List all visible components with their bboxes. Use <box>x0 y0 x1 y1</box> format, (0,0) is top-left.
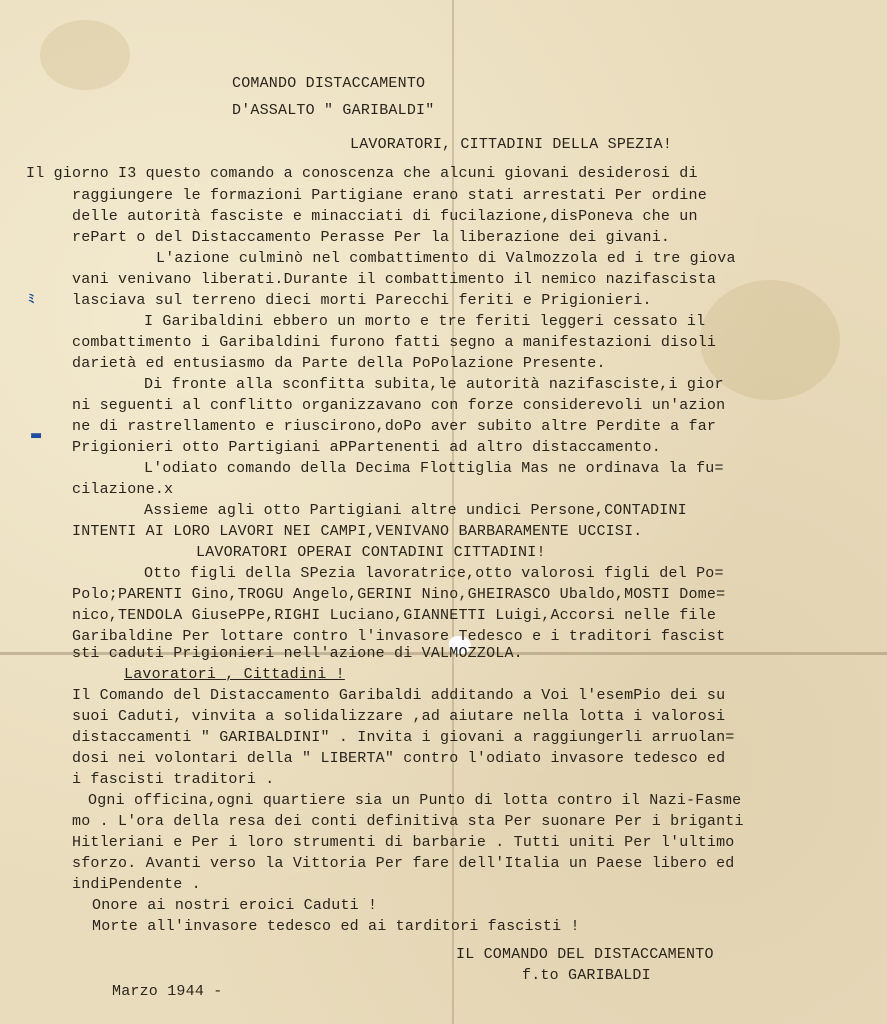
body-line: Lavoratori , Cittadini ! <box>124 666 345 683</box>
header-line-1: COMANDO DISTACCAMENTO <box>232 75 426 92</box>
body-line: cilazione.x <box>72 481 174 498</box>
body-line: INTENTI AI LORO LAVORI NEI CAMPI,VENIVANO BARBARAMENTE UCCISI. <box>72 523 643 540</box>
blue-ink-mark: ﾐ <box>28 292 35 307</box>
body-line: L'azione culminò nel combattimento di Valmozzola ed i tre giova <box>156 250 736 267</box>
body-line: LAVORATORI OPERAI CONTADINI CITTADINI! <box>196 544 546 561</box>
body-line: darietà ed entusiasmo da Parte della PoPolazione Presente. <box>72 355 606 372</box>
body-line: Morte all'invasore tedesco ed ai tarditori fascisti ! <box>92 918 580 935</box>
body-line: Il Comando del Distaccamento Garibaldi additando a Voi l'esemPio dei su <box>72 687 726 704</box>
body-line: Hitleriani e Per i loro strumenti di barbarie . Tutti uniti Per l'ultimo <box>72 834 735 851</box>
body-line: sti caduti Prigionieri nell'azione di VALMOZZOLA. <box>72 645 523 662</box>
header-line-2: D'ASSALTO " GARIBALDI" <box>232 102 435 119</box>
body-line: suoi Caduti, vinvita a solidalizzare ,ad aiutare nella lotta i valorosi <box>72 708 726 725</box>
body-line: Prigionieri otto Partigiani aPPartenenti ad altro distaccamento. <box>72 439 661 456</box>
body-line: Assieme agli otto Partigiani altre undici Persone,CONTADINI <box>144 502 687 519</box>
body-line: Ogni officina,ogni quartiere sia un Punto di lotta contro il Nazi-Fasme <box>88 792 742 809</box>
body-line: Di fronte alla sconfitta subita,le autorità nazifasciste,i gior <box>144 376 724 393</box>
body-line: L'odiato comando della Decima Flottiglia Mas ne ordinava la fu= <box>144 460 724 477</box>
date: Marzo 1944 - <box>112 983 223 1000</box>
body-line: vani venivano liberati.Durante il combattimento il nemico nazifascista <box>72 271 717 288</box>
body-line: Onore ai nostri eroici Caduti ! <box>92 897 378 914</box>
body-line: indiPendente . <box>72 876 201 893</box>
body-line: raggiungere le formazioni Partigiane erano stati arrestati Per ordine <box>72 187 707 204</box>
signature-line-2: f.to GARIBALDI <box>522 967 651 984</box>
body-line: ne di rastrellamento e riuscirono,doPo aver subito altre Perdite a far <box>72 418 717 435</box>
paper-stain <box>40 20 130 90</box>
body-line: Il giorno I3 questo comando a conoscenza che alcuni giovani desiderosi di <box>26 165 698 182</box>
body-line: combattimento i Garibaldini furono fatti segno a manifestazioni disoli <box>72 334 717 351</box>
body-line: distaccamenti " GARIBALDINI" . Invita i giovani a raggiungerli arruolan= <box>72 729 735 746</box>
body-line: dosi nei volontari della " LIBERTA" contro l'odiato invasore tedesco ed <box>72 750 726 767</box>
body-line: i fascisti traditori . <box>72 771 275 788</box>
body-line: delle autorità fasciste e minacciati di fucilazione,disPoneva che un <box>72 208 698 225</box>
body-line: I Garibaldini ebbero un morto e tre feriti leggeri cessato il <box>144 313 706 330</box>
body-line: nico,TENDOLA GiusePPe,RIGHI Luciano,GIANNETTI Luigi,Accorsi nelle file <box>72 607 717 624</box>
body-line: Otto figli della SPezia lavoratrice,otto valorosi figli del Po= <box>144 565 724 582</box>
body-line: lasciava sul terreno dieci morti Parecchi feriti e Prigionieri. <box>72 292 652 309</box>
body-line: Polo;PARENTI Gino,TROGU Angelo,GERINI Nino,GHEIRASCO Ubaldo,MOSTI Dome= <box>72 586 726 603</box>
body-line: ni seguenti al conflitto organizzavano con forze considerevoli un'azion <box>72 397 726 414</box>
body-line: Garibaldine Per lottare contro l'invasore Tedesco e i traditori fascist <box>72 628 726 645</box>
body-line: mo . L'ora della resa dei conti definitiva sta Per suonare Per i briganti <box>72 813 744 830</box>
blue-ink-mark: ▬ <box>30 428 43 443</box>
subtitle: LAVORATORI, CITTADINI DELLA SPEZIA! <box>350 136 673 153</box>
body-line: sforzo. Avanti verso la Vittoria Per fare dell'Italia un Paese libero ed <box>72 855 735 872</box>
body-line: rePart o del Distaccamento Perasse Per la liberazione dei givani. <box>72 229 671 246</box>
signature-line-1: IL COMANDO DEL DISTACCAMENTO <box>456 946 714 963</box>
